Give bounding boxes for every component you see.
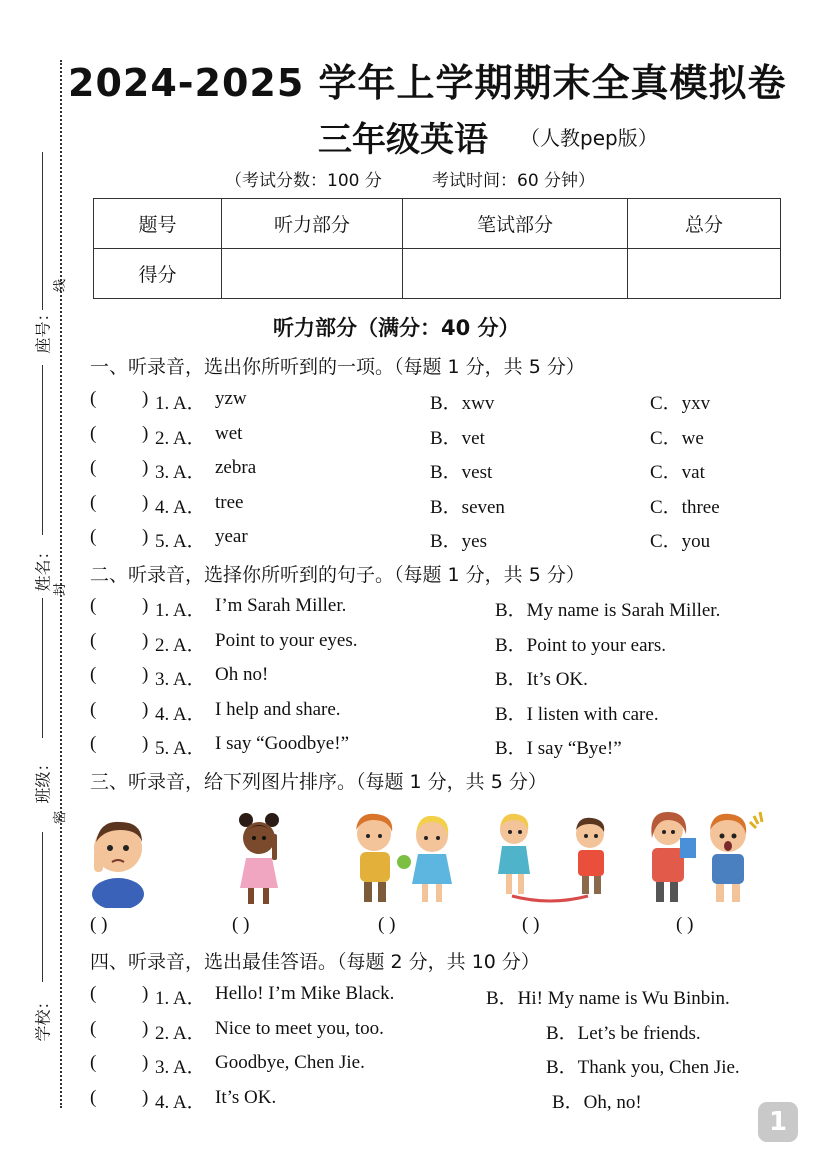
picture-kids-waving [490, 808, 615, 908]
option-b: B．Oh, no! [552, 1092, 642, 1113]
score-table-header-row [94, 199, 781, 249]
option-b: B．Thank you, Chen Jie. [546, 1057, 740, 1078]
option-a: Oh no! [215, 664, 269, 685]
option-b: B．I listen with care. [495, 704, 659, 725]
answer-paren-open: ( [90, 423, 97, 444]
picture-kids-sharing-apple [348, 808, 460, 908]
class-label: 班级： [33, 755, 53, 804]
school-label: 学校： [33, 993, 53, 1042]
answer-paren-open: ( [90, 630, 97, 651]
answer-paren-open: ( [90, 733, 97, 754]
answer-paren-open: ( [90, 1087, 97, 1108]
option-a: I’m Sarah Miller. [215, 595, 347, 616]
answer-paren-open: ( [90, 1052, 97, 1073]
picture-order-blank[interactable]: ( ) [522, 914, 540, 935]
score-table-score-row [94, 249, 781, 299]
name-line [42, 365, 43, 535]
seal-char-line: 线 [53, 278, 69, 293]
exam-score-info: （考试分数：100 分 [225, 171, 382, 191]
score-table-header: 题号 [94, 199, 222, 249]
seal-char-seal: 封 [53, 582, 69, 597]
part3-heading: 三、听录音，给下列图片排序。（每题 1 分，共 5 分） [90, 771, 547, 793]
option-a: I help and share. [215, 699, 341, 720]
option-a: zebra [215, 457, 257, 478]
question-number: 2. A． [155, 635, 206, 656]
question-number: 3. A． [155, 669, 206, 690]
option-b: B．I say “Bye!” [495, 738, 622, 759]
option-c: C．we [650, 428, 704, 449]
answer-paren-close: ) [142, 423, 149, 444]
question-number: 1. A． [155, 988, 206, 1009]
question-number: 3. A． [155, 462, 206, 483]
answer-paren-open: ( [90, 664, 97, 685]
answer-paren-close: ) [142, 983, 149, 1004]
question-number: 5. A． [155, 738, 206, 759]
seat-number-label: 座号： [33, 305, 53, 354]
answer-paren-close: ) [142, 699, 149, 720]
option-b: B．xwv [430, 393, 495, 414]
option-b: B．vest [430, 462, 493, 483]
option-b: B．Let’s be friends. [546, 1023, 701, 1044]
seal-char-secret: 密 [53, 810, 69, 825]
option-a: yzw [215, 388, 247, 409]
listening-section-title: 听力部分（满分：40 分） [273, 316, 520, 340]
answer-paren-open: ( [90, 457, 97, 478]
picture-order-blank[interactable]: ( ) [90, 914, 108, 935]
answer-paren-close: ) [142, 664, 149, 685]
answer-paren-close: ) [142, 630, 149, 651]
binding-margin [0, 0, 70, 1163]
answer-paren-open: ( [90, 388, 97, 409]
answer-paren-close: ) [142, 457, 149, 478]
score-table-header: 听力部分 [222, 199, 403, 249]
option-b: B．It’s OK. [495, 669, 588, 690]
name-label: 姓名： [33, 543, 53, 592]
answer-paren-close: ) [142, 595, 149, 616]
question-number: 2. A． [155, 428, 206, 449]
answer-paren-close: ) [142, 492, 149, 513]
answer-paren-open: ( [90, 526, 97, 547]
picture-order-blank[interactable]: ( ) [676, 914, 694, 935]
exam-edition: （人教pep版） [520, 126, 658, 150]
picture-girl-pointing-eye [232, 808, 287, 908]
score-table-header: 总分 [628, 199, 781, 249]
option-a: Point to your eyes. [215, 630, 358, 651]
question-number: 2. A． [155, 1023, 206, 1044]
answer-paren-close: ) [142, 526, 149, 547]
option-a: I say “Goodbye!” [215, 733, 350, 754]
question-number: 1. A． [155, 393, 206, 414]
picture-boy-touching-ear [88, 808, 150, 908]
score-table [93, 198, 781, 299]
option-b: B．Point to your ears. [495, 635, 666, 656]
answer-paren-open: ( [90, 595, 97, 616]
question-number: 4. A． [155, 704, 206, 725]
option-a: tree [215, 492, 244, 513]
option-b: B．seven [430, 497, 505, 518]
answer-paren-close: ) [142, 388, 149, 409]
answer-paren-close: ) [142, 1052, 149, 1073]
option-c: C．vat [650, 462, 705, 483]
option-a: year [215, 526, 248, 547]
part2-heading: 二、听录音，选择你所听到的句子。（每题 1 分，共 5 分） [90, 564, 585, 586]
score-table-header: 笔试部分 [403, 199, 628, 249]
answer-paren-close: ) [142, 733, 149, 754]
question-number: 5. A． [155, 531, 206, 552]
question-number: 1. A． [155, 600, 206, 621]
part4-heading: 四、听录音，选出最佳答语。（每题 2 分，共 10 分） [90, 951, 540, 973]
page-number-badge: 1 [758, 1102, 798, 1142]
picture-order-blank[interactable]: ( ) [378, 914, 396, 935]
question-number: 4. A． [155, 1092, 206, 1113]
option-a: wet [215, 423, 243, 444]
answer-paren-close: ) [142, 1018, 149, 1039]
exam-time-info: 考试时间：60 分钟） [432, 171, 596, 191]
option-a: Goodbye, Chen Jie. [215, 1052, 365, 1073]
school-line [42, 832, 43, 982]
option-b: B．My name is Sarah Miller. [495, 600, 721, 621]
answer-paren-open: ( [90, 699, 97, 720]
option-c: C．you [650, 531, 711, 552]
answer-paren-close: ) [142, 1087, 149, 1108]
score-cell-listening[interactable] [222, 249, 403, 299]
answer-paren-open: ( [90, 1018, 97, 1039]
exam-title: 2024-2025 学年上学期期末全真模拟卷 [68, 61, 787, 105]
answer-paren-open: ( [90, 983, 97, 1004]
option-b: B．vet [430, 428, 485, 449]
question-number: 3. A． [155, 1057, 206, 1078]
part1-heading: 一、听录音，选出你所听到的一项。（每题 1 分，共 5 分） [90, 356, 585, 378]
option-c: C．yxv [650, 393, 711, 414]
option-a: It’s OK. [215, 1087, 277, 1108]
class-line [42, 598, 43, 738]
answer-paren-open: ( [90, 492, 97, 513]
question-number: 4. A． [155, 497, 206, 518]
option-b: B．Hi! My name is Wu Binbin. [486, 988, 730, 1009]
exam-subtitle: 三年级英语 [318, 120, 488, 160]
option-b: B．yes [430, 531, 488, 552]
picture-kids-surprised [640, 808, 770, 908]
option-c: C．three [650, 497, 720, 518]
score-cell-total[interactable] [628, 249, 781, 299]
picture-order-blank[interactable]: ( ) [232, 914, 250, 935]
seat-number-line [42, 152, 43, 310]
score-row-label: 得分 [94, 249, 222, 299]
option-a: Hello! I’m Mike Black. [215, 983, 395, 1004]
option-a: Nice to meet you, too. [215, 1018, 384, 1039]
score-cell-written[interactable] [403, 249, 628, 299]
